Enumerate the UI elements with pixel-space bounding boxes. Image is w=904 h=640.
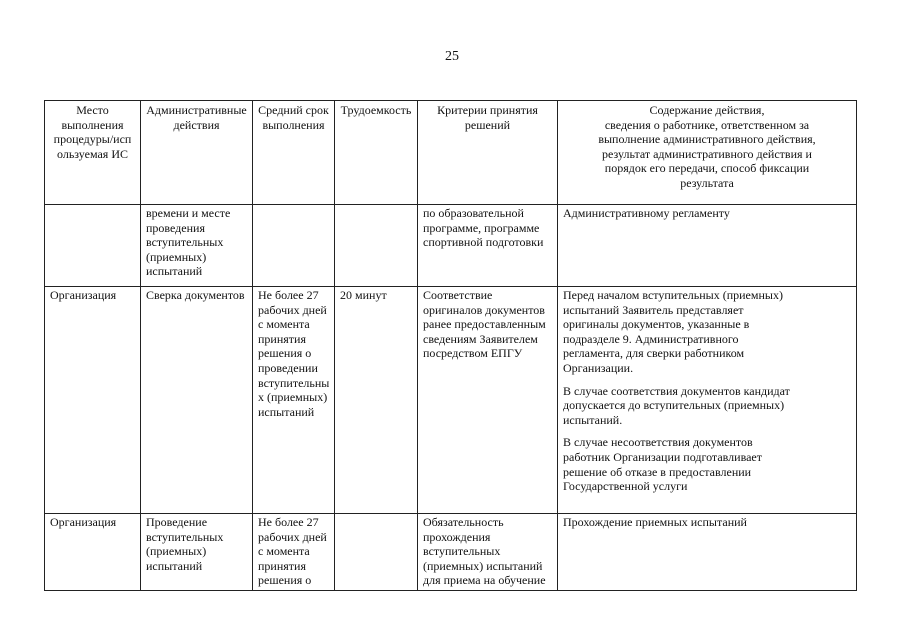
- cell-labor: 20 минут: [335, 287, 418, 514]
- content-paragraph: Перед началом вступительных (приемных) испытаний Заявитель представляет оригиналы документов, указанные в подразделе 9. Административного регламента, для сверки работником Организации.: [563, 288, 783, 375]
- procedure-table: [44, 100, 857, 591]
- table-row: [45, 287, 857, 514]
- content-paragraph: Административному регламенту: [563, 206, 730, 220]
- cell-term: Не более 27 рабочих дней с момента принятия решения о проведении вступительны х (приемных) испытаний: [253, 287, 335, 514]
- cell-action: Проведение вступительных (приемных) испытаний: [141, 514, 253, 591]
- content-paragraph: Прохождение приемных испытаний: [563, 515, 747, 529]
- cell-criteria: Соответствие оригиналов документов ранее предоставленным сведениям Заявителем посредством ЕПГУ: [418, 287, 558, 514]
- cell-content: [558, 287, 857, 514]
- table-row: [45, 514, 857, 591]
- cell-criteria: по образовательной программе, программе спортивной подготовки: [418, 205, 558, 287]
- cell-place: [45, 205, 141, 287]
- cell-place: Организация: [45, 514, 141, 591]
- cell-content: [558, 205, 857, 287]
- cell-action: времени и месте проведения вступительных (приемных) испытаний: [141, 205, 253, 287]
- header-actions: Административные действия: [141, 101, 253, 205]
- cell-content: [558, 514, 857, 591]
- cell-term: [253, 205, 335, 287]
- cell-action: Сверка документов: [141, 287, 253, 514]
- cell-labor: [335, 514, 418, 591]
- table-row: [45, 205, 857, 287]
- header-content: Содержание действия, сведения о работнике, ответственном за выполнение административного действия, результат административного действия и порядок его передачи, способ фиксации результата: [558, 101, 857, 205]
- cell-place: Организация: [45, 287, 141, 514]
- header-criteria: Критерии принятия решений: [418, 101, 558, 205]
- cell-labor: [335, 205, 418, 287]
- content-paragraph: В случае несоответствия документов работник Организации подготавливает решение об отказе в предоставлении Государственной услуги: [563, 435, 762, 494]
- header-place: Место выполнения процедуры/исп ользуемая ИС: [45, 101, 141, 205]
- header-term: Средний срок выполнения: [253, 101, 335, 205]
- page-number: 25: [445, 49, 459, 64]
- cell-term: Не более 27 рабочих дней с момента принятия решения о: [253, 514, 335, 591]
- content-paragraph: В случае соответствия документов кандидат допускается до вступительных (приемных) испытаний.: [563, 383, 790, 427]
- cell-criteria: Обязательность прохождения вступительных (приемных) испытаний для приема на обучение: [418, 514, 558, 591]
- table-header-row: [45, 101, 857, 205]
- header-labor: Трудоемкость: [335, 101, 418, 205]
